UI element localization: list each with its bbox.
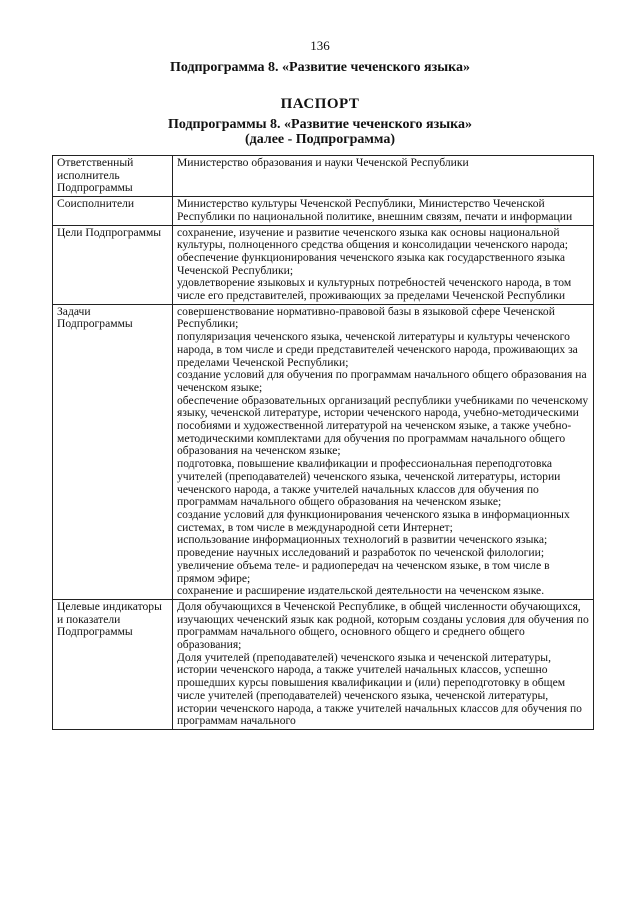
- passport-title: ПАСПОРТ: [280, 96, 360, 112]
- subprogram-title: Подпрограмма 8. «Развитие чеченского языка»: [169, 60, 471, 75]
- table-row-goals: [53, 225, 594, 304]
- content-line: увеличение объема теле- и радиопередач на чеченском языке, в том числе в прямом эфире;: [177, 558, 550, 585]
- table-row-indicators: [53, 599, 594, 729]
- content-line: Доля обучающихся в Чеченской Республике, в общей численности обучающихся, изучающих чеченский язык как родной, которым созданы условия для обучения по программам начального общего, основного общего и среднего общего образования;: [177, 599, 589, 652]
- passport-subtitle-line-1: Подпрограммы 8. «Развитие чеченского языка»: [167, 117, 473, 132]
- row-content: [173, 225, 594, 304]
- passport-subtitle: [0, 117, 640, 147]
- row-label: Задачи Подпрограммы: [53, 304, 173, 599]
- content-line: Доля учителей (преподавателей) чеченского языка и чеченской литературы, истории чеченского народа, а также учителей начальных классов, успешно прошедших курсы повышения квалификации и (или) переподготовку в общем числе учителей (преподавателей) чеченского языка, чеченской литературы, истории чеченского народа, а также учителей начальных классов для обучения по программам начального: [177, 650, 582, 728]
- content-line: совершенствование нормативно-правовой базы в языковой сфере Чеченской Республики;: [177, 304, 555, 331]
- content-line: сохранение и расширение издательской деятельности на чеченском языке.: [177, 584, 545, 598]
- content-line: Министерство образования и науки Чеченской Республики: [177, 156, 469, 169]
- content-line: проведение научных исследований и разработок по чеченской филологии;: [177, 546, 545, 560]
- row-label: Целевые индикаторы и показатели Подпрограммы: [53, 599, 173, 729]
- row-label: Цели Подпрограммы: [53, 225, 173, 304]
- content-line: использование информационных технологий в развитии чеченского языка;: [177, 533, 548, 547]
- content-line: создание условий для обучения по программам начального общего образования на чеченском языке;: [177, 368, 587, 394]
- content-line: обеспечение функционирования чеченского языка как государственного языка Чеченской Республики;: [177, 250, 566, 277]
- passport-table: [52, 155, 594, 730]
- content-line: подготовка, повышение квалификации и профессиональная переподготовка учителей (преподавателей) чеченского языка, чеченской литературы, истории чеченского народа, а также учителей начальных классов для обучения по программам начального общего образования на чеченском языке;: [177, 457, 561, 509]
- content-line: сохранение, изучение и развитие чеченского языка как основы национальной культуры, полноценного средства общения и консолидации чеченского народа;: [177, 225, 569, 252]
- table-row-co-executors: [53, 197, 594, 225]
- row-content: [173, 197, 594, 225]
- table-row-tasks: [53, 304, 594, 599]
- content-line: популяризация чеченского языка, чеченской литературы и культуры чеченского народа, в том числе и среди представителей чеченского народа, проживающих за пределами Чеченской Республики;: [177, 330, 578, 369]
- content-line: создание условий для функционирования чеченского языка в информационных системах, в том числе в международной сети Интернет;: [177, 507, 570, 534]
- passport-subtitle-line-2: (далее - Подпрограмма): [244, 132, 395, 147]
- table-row-responsible: [53, 156, 594, 197]
- row-content: [173, 599, 594, 729]
- row-label: Соисполнители: [53, 197, 173, 225]
- content-line: удовлетворение языковых и культурных потребностей чеченского народа, в том числе его представителей, проживающих за пределами Чеченской Республики: [177, 276, 572, 303]
- content-line: Министерство культуры Чеченской Республики, Министерство Чеченской Республики по национальной политике, внешним связям, печати и информации: [177, 197, 573, 223]
- content-line: обеспечение образовательных организаций республики учебниками по чеченскому языку, чеченской литературе, истории чеченского народа, учебно-методическими пособиями и художественной литературой на чеченском языке, а также учебно-методическими комплектами для обучения по программам начального общего образования на чеченском языке;: [177, 393, 589, 458]
- row-label: Ответственный исполнитель Подпрограммы: [53, 156, 173, 197]
- row-content: [173, 304, 594, 599]
- page-number: 136: [310, 38, 330, 53]
- row-content: [173, 156, 594, 197]
